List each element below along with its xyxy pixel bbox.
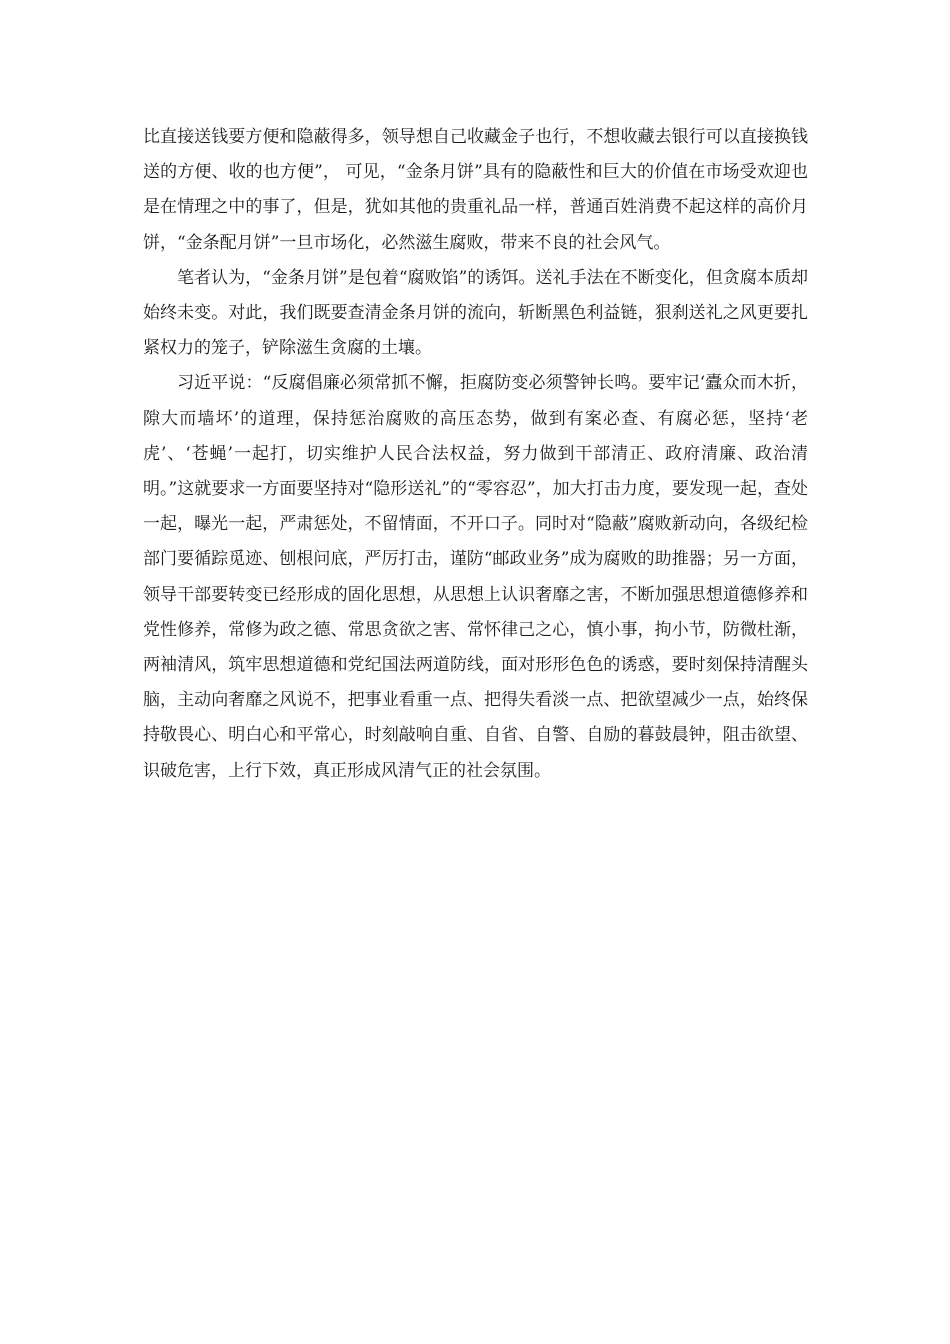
document-body (143, 120, 808, 789)
paragraph-continuation: 比直接送钱要方便和隐蔽得多，领导想自己收藏金子也行，不想收藏去银行可以直接换钱送的方便、收的也方便”， 可见，“金条月饼”具有的隐蔽性和巨大的价值在市场受欢迎也是在情理之中的事了，但是，犹如其他的贵重礼品一样，普通百姓消费不起这样的高价月饼，“金条配月饼”一旦市场化，必然滋生腐败，带来不良的社会风气。 (143, 127, 808, 253)
paragraph-quote: 习近平说：“反腐倡廉必须常抓不懈，拒腐防变必须警钟长鸣。要牢记‘蠹众而木折，隙大而墙坏’的道理，保持惩治腐败的高压态势，做到有案必查、有腐必惩，坚持‘老虎’、‘苍蝇’一起打，切实维护人民合法权益，努力做到干部清正、政府清廉、政治清明。”这就要求一方面要坚持对“隐形送礼”的“零容忍”，加大打击力度，要发现一起，查处一起，曝光一起，严肃惩处，不留情面，不开口子。同时对“隐蔽”腐败新动向，各级纪检部门要循踪觅迹、刨根问底，严厉打击，谨防“邮政业务”成为腐败的助推器；另一方面，领导干部要转变已经形成的固化思想，从思想上认识奢靡之害，不断加强思想道德修养和党性修养，常修为政之德、常思贪欲之害、常怀律己之心，慎小事，拘小节，防微杜渐，两袖清风，筑牢思想道德和党纪国法两道防线，面对形形色色的诱惑，要时刻保持清醒头脑，主动向奢靡之风说不，把事业看重一点、把得失看淡一点、把欲望减少一点，始终保持敬畏心、明白心和平常心，时刻敲响自重、自省、自警、自励的暮鼓晨钟，阻击欲望、识破危害，上行下效，真正形成风清气正的社会氛围。 (143, 373, 808, 781)
paragraph-author-opinion: 笔者认为，“金条月饼”是包着“腐败馅”的诱饵。送礼手法在不断变化，但贪腐本质却始终未变。对此，我们既要查清金条月饼的流向，斩断黑色利益链，狠刹送礼之风更要扎紧权力的笼子，铲除滋生贪腐的土壤。 (143, 267, 808, 359)
